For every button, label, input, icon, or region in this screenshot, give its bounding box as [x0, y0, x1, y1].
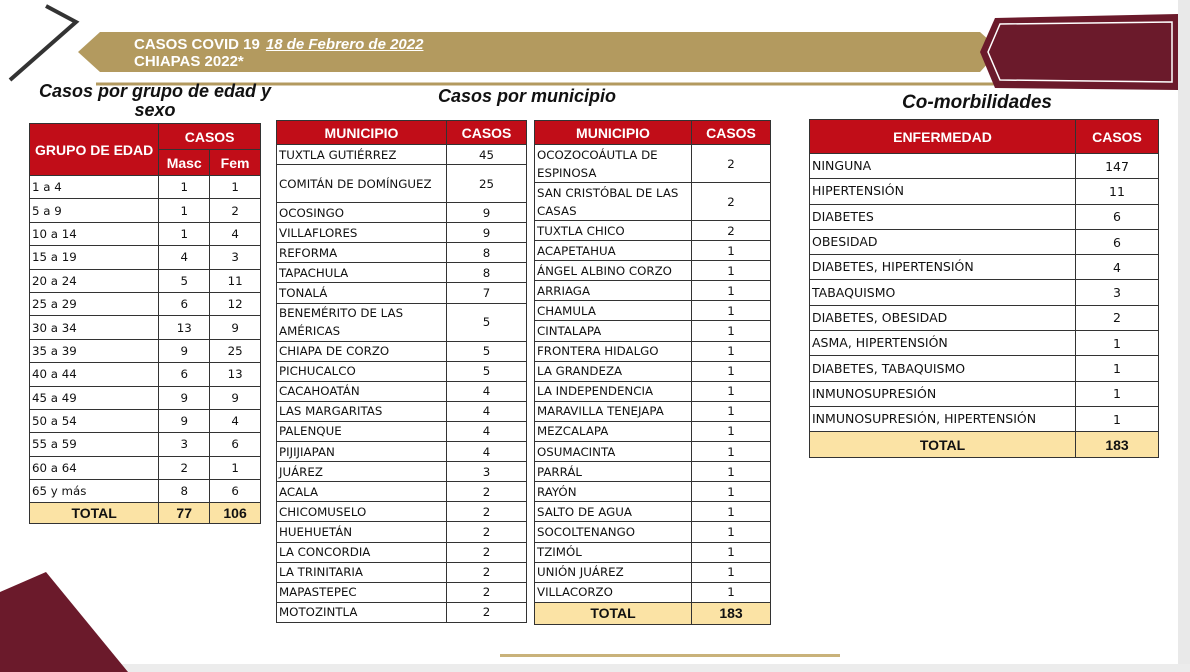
table-row	[277, 165, 527, 203]
col-municipio: MUNICIPIO	[277, 121, 447, 145]
municipio-cases-cell: 4	[447, 401, 527, 421]
table-row	[277, 582, 527, 602]
fem-cases-cell: 12	[210, 292, 261, 315]
fem-cases-cell: 1	[210, 176, 261, 199]
table-row	[535, 301, 771, 321]
masc-cases-cell: 6	[159, 292, 210, 315]
table-row	[535, 381, 771, 401]
table-row	[30, 456, 261, 479]
corner-triangle	[0, 572, 130, 672]
fem-cases-cell: 6	[210, 480, 261, 503]
table-row	[535, 341, 771, 361]
table-row	[30, 386, 261, 409]
table-row	[810, 331, 1159, 356]
col-enfermedad: ENFERMEDAD	[810, 120, 1076, 154]
table-row	[810, 229, 1159, 254]
municipio-name-cell: HUEHUETÁN	[277, 522, 447, 542]
banner-title-line2: CHIAPAS 2022*	[134, 53, 244, 70]
age-group-cell: 40 a 44	[30, 363, 159, 386]
municipio-name-cell: COMITÁN DE DOMÍNGUEZ	[277, 165, 447, 203]
municipio-cases-cell: 1	[692, 281, 771, 301]
municipio-cases-cell: 1	[692, 542, 771, 562]
total-value: 183	[692, 602, 771, 624]
table-row	[277, 263, 527, 283]
table-row	[30, 363, 261, 386]
fem-cases-cell: 4	[210, 222, 261, 245]
municipio-cases-cell: 1	[692, 502, 771, 522]
municipio-table-2-body	[535, 145, 771, 625]
table-row	[535, 582, 771, 602]
table-row	[277, 442, 527, 462]
table-row	[277, 145, 527, 165]
col-masc: Masc	[159, 150, 210, 176]
table-row	[30, 292, 261, 315]
table-row	[30, 433, 261, 456]
masc-cases-cell: 1	[159, 222, 210, 245]
fem-cases-cell: 6	[210, 433, 261, 456]
table-row	[535, 221, 771, 241]
table-row	[535, 401, 771, 421]
municipio-name-cell: ACALA	[277, 482, 447, 502]
municipio-name-cell: REFORMA	[277, 243, 447, 263]
municipio-cases-cell: 9	[447, 203, 527, 223]
municipio-cases-cell: 1	[692, 341, 771, 361]
municipio-name-cell: OCOSINGO	[277, 203, 447, 223]
municipio-name-cell: VILLACORZO	[535, 582, 692, 602]
table-row	[535, 261, 771, 281]
table-row	[810, 406, 1159, 431]
disease-cases-cell: 1	[1076, 381, 1159, 406]
municipio-name-cell: BENEMÉRITO DE LAS AMÉRICAS	[277, 303, 447, 341]
table-row	[277, 562, 527, 582]
age-table	[29, 123, 261, 524]
municipio-cases-cell: 9	[447, 223, 527, 243]
total-masc: 77	[159, 503, 210, 524]
total-row	[535, 602, 771, 624]
age-group-cell: 15 a 19	[30, 246, 159, 269]
municipio-cases-cell: 5	[447, 341, 527, 361]
municipio-cases-cell: 25	[447, 165, 527, 203]
banner-title-line1	[134, 36, 423, 53]
municipio-name-cell: MARAVILLA TENEJAPA	[535, 401, 692, 421]
municipio-name-cell: PICHUCALCO	[277, 361, 447, 381]
masc-cases-cell: 2	[159, 456, 210, 479]
municipio-name-cell: CACAHOATÁN	[277, 381, 447, 401]
total-label: TOTAL	[30, 503, 159, 524]
comorbidity-section-heading: Co-morbilidades	[902, 92, 1052, 113]
age-section-heading: Casos por grupo de edad y sexo	[38, 81, 272, 120]
table-row	[535, 462, 771, 482]
comorbidity-table-body	[810, 154, 1159, 458]
age-group-cell: 1 a 4	[30, 176, 159, 199]
banner-title-text: CASOS COVID 19	[134, 36, 260, 53]
masc-cases-cell: 8	[159, 480, 210, 503]
banner-date: 18 de Febrero de 2022	[265, 36, 424, 53]
municipio-name-cell: TZIMÓL	[535, 542, 692, 562]
municipio-name-cell: TUXTLA CHICO	[535, 221, 692, 241]
disease-cases-cell: 11	[1076, 179, 1159, 204]
disease-cases-cell: 2	[1076, 305, 1159, 330]
table-row	[535, 145, 771, 183]
municipio-cases-cell: 2	[447, 482, 527, 502]
table-row	[277, 421, 527, 441]
age-group-cell: 55 a 59	[30, 433, 159, 456]
age-group-cell: 20 a 24	[30, 269, 159, 292]
municipio-name-cell: PALENQUE	[277, 421, 447, 441]
fem-cases-cell: 11	[210, 269, 261, 292]
corner-triangle-shape	[0, 572, 128, 672]
corner-stroke	[0, 0, 80, 90]
municipio-cases-cell: 4	[447, 442, 527, 462]
municipio-table-1-body	[277, 145, 527, 623]
col-municipio: MUNICIPIO	[535, 121, 692, 145]
total-value: 183	[1076, 432, 1159, 458]
municipio-name-cell: LA GRANDEZA	[535, 361, 692, 381]
table-row	[277, 283, 527, 303]
table-row	[535, 421, 771, 441]
municipio-cases-cell: 2	[692, 221, 771, 241]
total-row	[810, 432, 1159, 458]
fem-cases-cell: 25	[210, 339, 261, 362]
table-row	[277, 223, 527, 243]
age-group-cell: 10 a 14	[30, 222, 159, 245]
table-row	[535, 281, 771, 301]
municipio-name-cell: TAPACHULA	[277, 263, 447, 283]
age-group-cell: 50 a 54	[30, 409, 159, 432]
municipio-cases-cell: 1	[692, 522, 771, 542]
municipio-name-cell: LAS MARGARITAS	[277, 401, 447, 421]
banner-maroon-badge	[980, 14, 1178, 90]
municipio-name-cell: CHAMULA	[535, 301, 692, 321]
table-row	[277, 602, 527, 622]
comorbidity-table	[809, 119, 1159, 458]
municipio-name-cell: ARRIAGA	[535, 281, 692, 301]
table-row	[535, 183, 771, 221]
table-row	[810, 179, 1159, 204]
table-row	[535, 482, 771, 502]
table-row	[535, 442, 771, 462]
disease-cases-cell: 1	[1076, 356, 1159, 381]
disease-cases-cell: 6	[1076, 229, 1159, 254]
municipio-name-cell: TUXTLA GUTIÉRREZ	[277, 145, 447, 165]
table-row	[277, 522, 527, 542]
municipio-cases-cell: 4	[447, 381, 527, 401]
disease-cases-cell: 1	[1076, 406, 1159, 431]
municipio-name-cell: CINTALAPA	[535, 321, 692, 341]
masc-cases-cell: 1	[159, 176, 210, 199]
table-row	[810, 204, 1159, 229]
municipio-name-cell: LA INDEPENDENCIA	[535, 381, 692, 401]
table-row	[30, 176, 261, 199]
fem-cases-cell: 9	[210, 386, 261, 409]
table-row	[810, 154, 1159, 179]
municipio-cases-cell: 3	[447, 462, 527, 482]
table-row	[535, 241, 771, 261]
fem-cases-cell: 4	[210, 409, 261, 432]
municipio-name-cell: RAYÓN	[535, 482, 692, 502]
col-grupo-edad: GRUPO DE EDAD	[30, 124, 159, 176]
page-edge-right	[1178, 0, 1190, 672]
masc-cases-cell: 5	[159, 269, 210, 292]
masc-cases-cell: 1	[159, 199, 210, 222]
municipio-cases-cell: 2	[692, 183, 771, 221]
table-row	[30, 222, 261, 245]
table-row	[30, 246, 261, 269]
total-fem: 106	[210, 503, 261, 524]
fem-cases-cell: 3	[210, 246, 261, 269]
municipio-cases-cell: 1	[692, 301, 771, 321]
table-row	[277, 462, 527, 482]
municipio-cases-cell: 4	[447, 421, 527, 441]
municipio-name-cell: OSUMACINTA	[535, 442, 692, 462]
disease-name-cell: DIABETES, TABAQUISMO	[810, 356, 1076, 381]
municipio-cases-cell: 8	[447, 243, 527, 263]
disease-cases-cell: 3	[1076, 280, 1159, 305]
fem-cases-cell: 13	[210, 363, 261, 386]
municipio-cases-cell: 1	[692, 261, 771, 281]
municipio-table-1	[276, 120, 527, 623]
age-group-cell: 65 y más	[30, 480, 159, 503]
disease-name-cell: INMUNOSUPRESIÓN	[810, 381, 1076, 406]
municipio-name-cell: MAPASTEPEC	[277, 582, 447, 602]
fem-cases-cell: 9	[210, 316, 261, 339]
masc-cases-cell: 9	[159, 386, 210, 409]
age-group-cell: 25 a 29	[30, 292, 159, 315]
age-group-cell: 35 a 39	[30, 339, 159, 362]
municipio-cases-cell: 1	[692, 562, 771, 582]
disease-cases-cell: 1	[1076, 331, 1159, 356]
municipio-name-cell: JUÁREZ	[277, 462, 447, 482]
disease-name-cell: DIABETES, HIPERTENSIÓN	[810, 255, 1076, 280]
table-row	[535, 522, 771, 542]
municipio-cases-cell: 1	[692, 321, 771, 341]
table-row	[30, 199, 261, 222]
table-row	[535, 542, 771, 562]
table-row	[277, 542, 527, 562]
municipio-name-cell: UNIÓN JUÁREZ	[535, 562, 692, 582]
municipio-cases-cell: 5	[447, 361, 527, 381]
municipio-name-cell: FRONTERA HIDALGO	[535, 341, 692, 361]
municipio-name-cell: OCOZOCOÁUTLA DE ESPINOSA	[535, 145, 692, 183]
table-row	[30, 480, 261, 503]
disease-name-cell: DIABETES, OBESIDAD	[810, 305, 1076, 330]
masc-cases-cell: 13	[159, 316, 210, 339]
municipio-name-cell: CHICOMUSELO	[277, 502, 447, 522]
table-row	[277, 203, 527, 223]
total-row	[30, 503, 261, 524]
age-group-cell: 5 a 9	[30, 199, 159, 222]
municipio-cases-cell: 2	[447, 562, 527, 582]
table-row	[277, 381, 527, 401]
municipio-cases-cell: 1	[692, 241, 771, 261]
disease-name-cell: OBESIDAD	[810, 229, 1076, 254]
masc-cases-cell: 9	[159, 339, 210, 362]
col-casos: CASOS	[159, 124, 261, 150]
masc-cases-cell: 6	[159, 363, 210, 386]
total-label: TOTAL	[810, 432, 1076, 458]
disease-name-cell: TABAQUISMO	[810, 280, 1076, 305]
col-casos: CASOS	[692, 121, 771, 145]
table-row	[277, 401, 527, 421]
municipio-name-cell: LA TRINITARIA	[277, 562, 447, 582]
table-row	[277, 361, 527, 381]
municipio-name-cell: PARRÁL	[535, 462, 692, 482]
table-row	[810, 356, 1159, 381]
col-casos: CASOS	[1076, 120, 1159, 154]
municipio-name-cell: TONALÁ	[277, 283, 447, 303]
corner-stroke-line	[10, 6, 76, 80]
table-row	[535, 361, 771, 381]
page-edge-bottom	[0, 664, 1190, 672]
age-group-cell: 30 a 34	[30, 316, 159, 339]
masc-cases-cell: 9	[159, 409, 210, 432]
municipio-cases-cell: 1	[692, 381, 771, 401]
table-row	[30, 269, 261, 292]
municipio-cases-cell: 2	[447, 522, 527, 542]
municipio-cases-cell: 1	[692, 401, 771, 421]
col-fem: Fem	[210, 150, 261, 176]
age-group-cell: 45 a 49	[30, 386, 159, 409]
disease-name-cell: NINGUNA	[810, 154, 1076, 179]
table-row	[277, 243, 527, 263]
municipio-name-cell: SOCOLTENANGO	[535, 522, 692, 542]
municipio-name-cell: MOTOZINTLA	[277, 602, 447, 622]
age-table-body	[30, 176, 261, 524]
municipio-name-cell: MEZCALAPA	[535, 421, 692, 441]
municipio-cases-cell: 45	[447, 145, 527, 165]
table-row	[277, 303, 527, 341]
municipio-table-2	[534, 120, 771, 625]
municipio-cases-cell: 2	[447, 502, 527, 522]
municipio-name-cell: ACAPETAHUA	[535, 241, 692, 261]
municipio-cases-cell: 2	[692, 145, 771, 183]
fem-cases-cell: 2	[210, 199, 261, 222]
municipio-cases-cell: 7	[447, 283, 527, 303]
municipio-cases-cell: 2	[447, 602, 527, 622]
fem-cases-cell: 1	[210, 456, 261, 479]
table-row	[535, 321, 771, 341]
table-row	[277, 482, 527, 502]
municipio-section-heading: Casos por municipio	[437, 86, 617, 106]
municipio-cases-cell: 2	[447, 582, 527, 602]
municipio-name-cell: LA CONCORDIA	[277, 542, 447, 562]
municipio-cases-cell: 1	[692, 421, 771, 441]
municipio-cases-cell: 2	[447, 542, 527, 562]
disease-name-cell: HIPERTENSIÓN	[810, 179, 1076, 204]
table-row	[30, 339, 261, 362]
municipio-cases-cell: 1	[692, 442, 771, 462]
disease-cases-cell: 4	[1076, 255, 1159, 280]
municipio-name-cell: PIJIJIAPAN	[277, 442, 447, 462]
disease-cases-cell: 6	[1076, 204, 1159, 229]
municipio-cases-cell: 5	[447, 303, 527, 341]
table-row	[277, 341, 527, 361]
col-casos: CASOS	[447, 121, 527, 145]
table-row	[810, 280, 1159, 305]
municipio-cases-cell: 1	[692, 482, 771, 502]
municipio-cases-cell: 8	[447, 263, 527, 283]
disease-cases-cell: 147	[1076, 154, 1159, 179]
table-row	[810, 381, 1159, 406]
municipio-name-cell: CHIAPA DE CORZO	[277, 341, 447, 361]
disease-name-cell: INMUNOSUPRESIÓN, HIPERTENSIÓN	[810, 406, 1076, 431]
table-row	[277, 502, 527, 522]
age-group-cell: 60 a 64	[30, 456, 159, 479]
table-row	[810, 305, 1159, 330]
table-row	[30, 316, 261, 339]
table-row	[810, 255, 1159, 280]
table-row	[535, 562, 771, 582]
masc-cases-cell: 3	[159, 433, 210, 456]
total-label: TOTAL	[535, 602, 692, 624]
municipio-name-cell: ÁNGEL ALBINO CORZO	[535, 261, 692, 281]
disease-name-cell: DIABETES	[810, 204, 1076, 229]
municipio-cases-cell: 1	[692, 582, 771, 602]
municipio-name-cell: VILLAFLORES	[277, 223, 447, 243]
banner-title	[134, 36, 423, 70]
municipio-name-cell: SAN CRISTÓBAL DE LAS CASAS	[535, 183, 692, 221]
footer-line	[500, 654, 840, 657]
table-row	[30, 409, 261, 432]
masc-cases-cell: 4	[159, 246, 210, 269]
table-row	[535, 502, 771, 522]
municipio-cases-cell: 1	[692, 462, 771, 482]
disease-name-cell: ASMA, HIPERTENSIÓN	[810, 331, 1076, 356]
municipio-cases-cell: 1	[692, 361, 771, 381]
municipio-name-cell: SALTO DE AGUA	[535, 502, 692, 522]
